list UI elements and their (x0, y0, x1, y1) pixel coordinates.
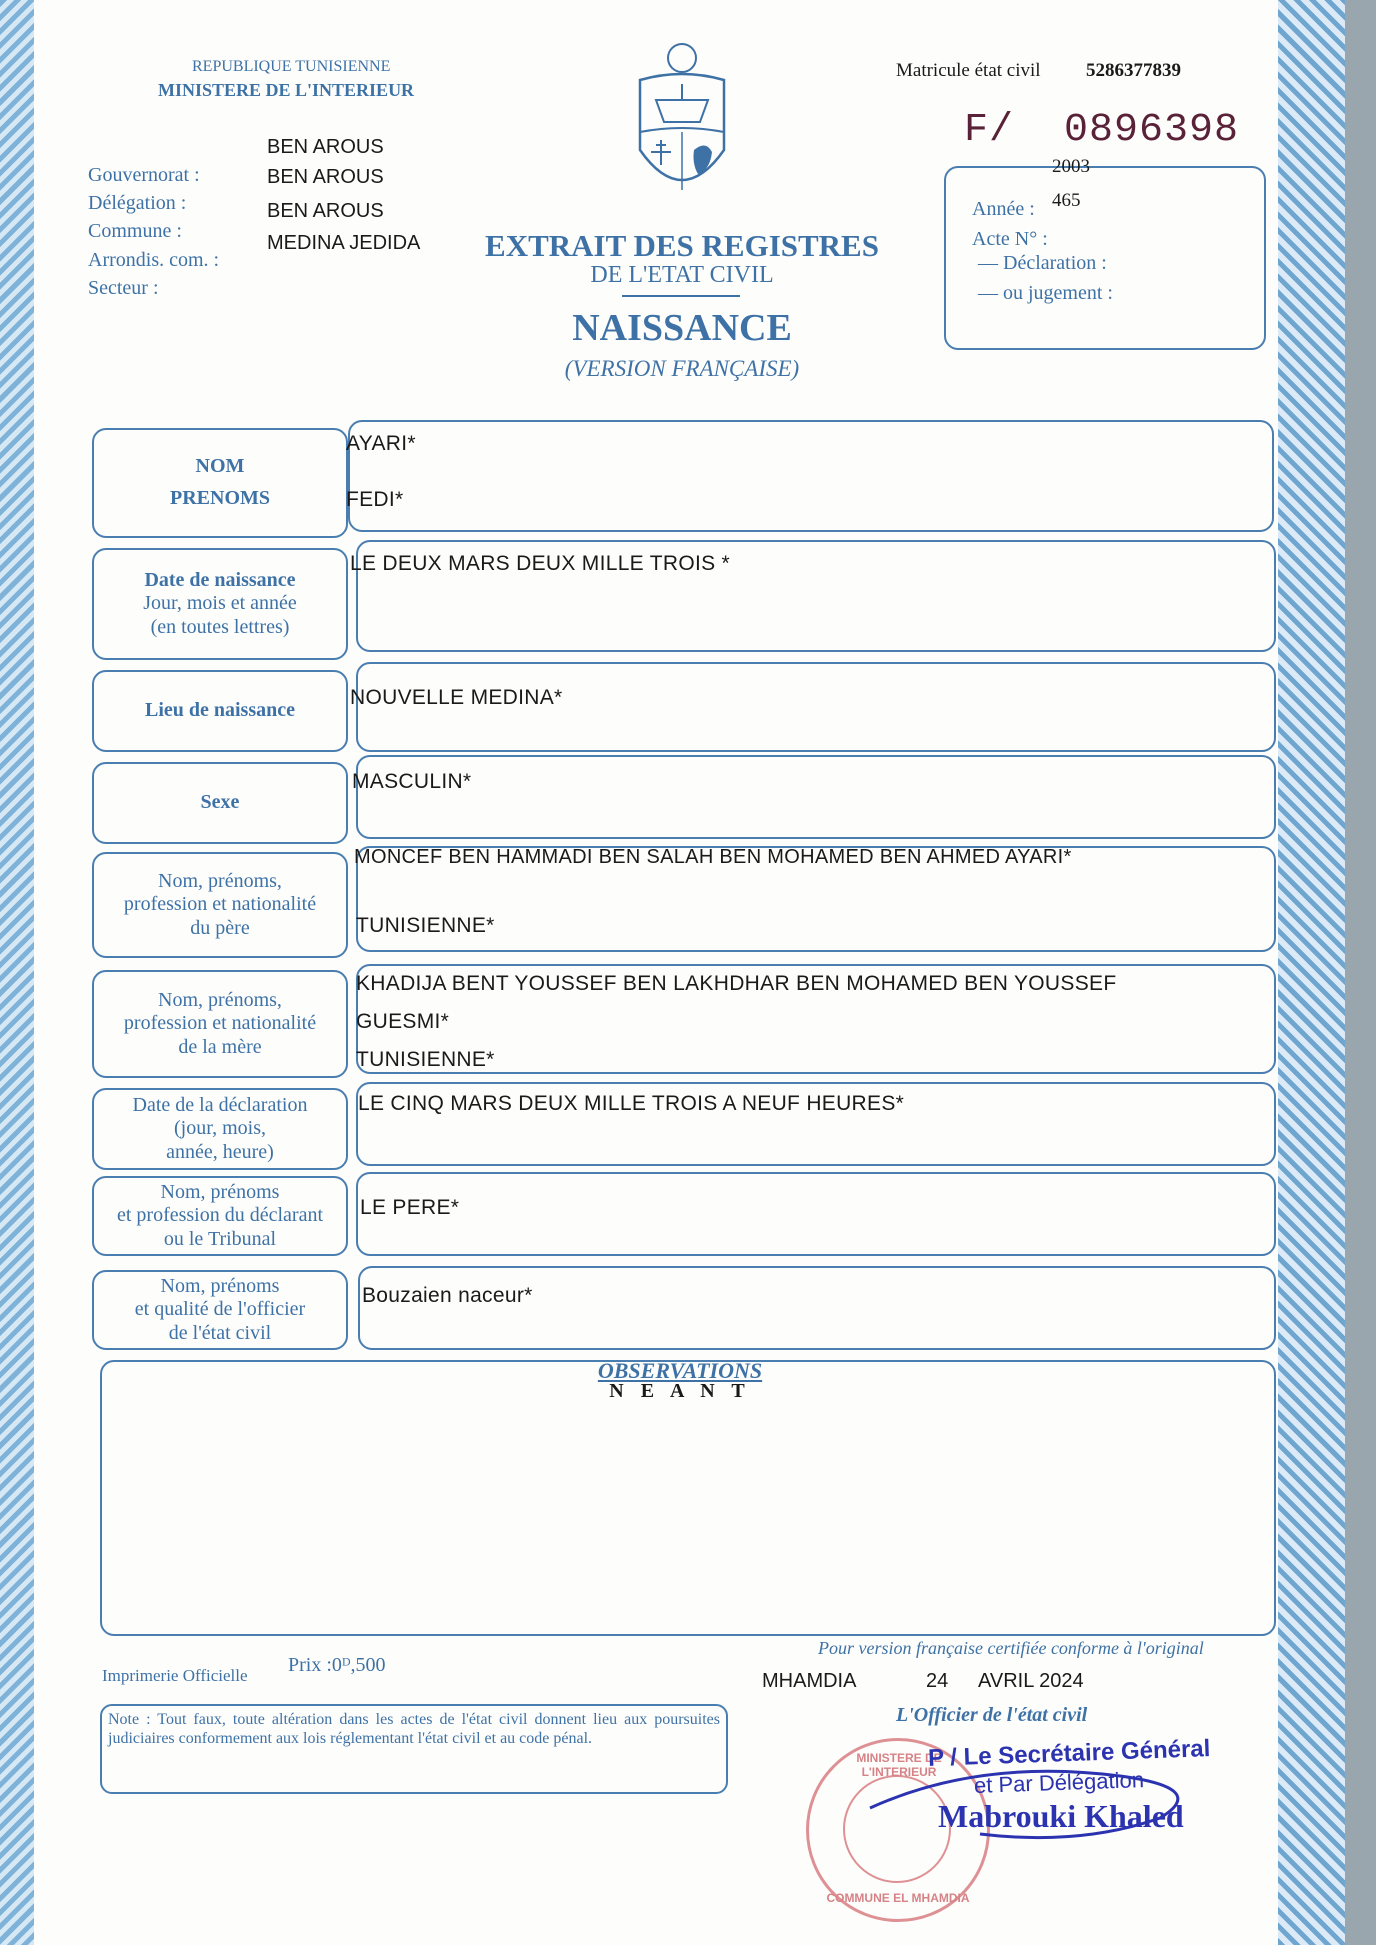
mere-nom-value-line2: GUESMI* (356, 1010, 450, 1033)
date-naissance-value: LE DEUX MARS DEUX MILLE TROIS * (350, 552, 731, 575)
pere-nom-value: MONCEF BEN HAMMADI BEN SALAH BEN MOHAMED BEN AHMED AYARI* (354, 846, 1072, 868)
mere-nationalite-value: TUNISIENNE* (356, 1048, 495, 1071)
pere-label-line2: profession et nationalité (123, 893, 317, 916)
annee-value: 2003 (1052, 156, 1090, 177)
matricule-label: Matricule état civil (896, 60, 1041, 81)
officer-title: L'Officier de l'état civil (896, 1704, 1088, 1726)
declaration-label: — Déclaration : (978, 252, 1107, 274)
coat-of-arms-icon (626, 40, 738, 215)
declarant-label-line3: ou le Tribunal (163, 1227, 277, 1250)
document-title: EXTRAIT DES REGISTRES (485, 228, 879, 263)
place-value: MHAMDIA (762, 1670, 857, 1692)
month-year-value: AVRIL 2024 (978, 1670, 1084, 1692)
mere-label-box (92, 970, 348, 1078)
serial-number: F/ 0896398 (964, 108, 1240, 153)
declaration-date-label-line3: année, heure) (166, 1140, 274, 1163)
delegation-value: BEN AROUS (267, 166, 384, 188)
secteur-label: Secteur : (88, 277, 159, 299)
document-subtitle: DE L'ETAT CIVIL (590, 262, 774, 288)
mere-label-line2: profession et nationalité (123, 1012, 317, 1035)
declarant-label-line1: Nom, prénoms (160, 1180, 280, 1203)
imprimerie-label: Imprimerie Officielle (102, 1666, 248, 1685)
pere-label-line3: du père (190, 916, 250, 939)
sexe-value-box (356, 755, 1276, 839)
prix-label: Prix :0ᴰ,500 (288, 1654, 386, 1676)
date-naissance-hint: (en toutes lettres) (150, 615, 290, 638)
pere-label-box (92, 852, 348, 958)
nom-prenoms-value-box (348, 420, 1274, 532)
declarant-label-line2: et profession du déclarant (116, 1204, 324, 1227)
mere-nom-value-line1: KHADIJA BENT YOUSSEF BEN LAKHDHAR BEN MOHAMED BEN YOUSSEF (356, 972, 1117, 995)
declaration-date-label-box (92, 1088, 348, 1170)
acte-label: Acte N° : (972, 228, 1048, 250)
jugement-label: — ou jugement : (978, 282, 1113, 304)
pere-nationalite-value: TUNISIENNE* (356, 914, 495, 937)
mere-label-line3: de la mère (178, 1035, 262, 1058)
lieu-naissance-label-box (92, 670, 348, 752)
commune-label: Commune : (88, 220, 182, 242)
declarant-label-box (92, 1176, 348, 1256)
declaration-date-label-line2: (jour, mois, (174, 1117, 266, 1140)
officier-label-line3: de l'état civil (168, 1321, 272, 1344)
certification-text: Pour version française certifiée conforme à l'original (818, 1638, 1204, 1658)
declaration-date-value: LE CINQ MARS DEUX MILLE TROIS A NEUF HEURES* (358, 1092, 905, 1115)
gouvernorat-label: Gouvernorat : (88, 164, 200, 186)
seal-top-text: MINISTERE DE L'INTERIEUR (856, 1751, 942, 1779)
date-naissance-label: Date de naissance (144, 568, 296, 591)
officer-signature-name: Mabrouki Khaled (938, 1798, 1184, 1834)
lieu-naissance-label: Lieu de naissance (144, 699, 296, 722)
title-divider (622, 295, 740, 297)
delegation-label: Délégation : (88, 192, 187, 214)
nom-label: NOM (195, 455, 245, 478)
officier-value: Bouzaien naceur* (362, 1284, 533, 1307)
annee-label: Année : (972, 198, 1035, 220)
declarant-value: LE PERE* (360, 1196, 460, 1219)
sexe-value: MASCULIN* (352, 770, 472, 793)
ministry-label: MINISTERE DE L'INTERIEUR (158, 80, 415, 100)
observations-value: N E A N T (609, 1380, 751, 1402)
republic-label: REPUBLIQUE TUNISIENNE (192, 58, 391, 75)
lieu-naissance-value: NOUVELLE MEDINA* (350, 686, 563, 709)
declarant-value-box (356, 1172, 1276, 1256)
delegation-stamp-line1: P / Le Secrétaire Général (927, 1735, 1211, 1772)
left-decorative-border (0, 0, 34, 1945)
date-naissance-label-box (92, 548, 348, 660)
signature-flourish-icon (860, 1748, 1220, 1848)
officier-label-line2: et qualité de l'officier (134, 1298, 306, 1321)
nom-prenoms-label-box (92, 428, 348, 538)
officier-value-box (358, 1266, 1276, 1350)
day-value: 24 (926, 1670, 949, 1692)
arrondissement-value: MEDINA JEDIDA (267, 232, 421, 254)
declaration-date-label-line1: Date de la déclaration (132, 1093, 308, 1116)
officier-label-line1: Nom, prénoms (160, 1274, 280, 1297)
sexe-label: Sexe (200, 791, 240, 814)
observations-title: OBSERVATIONS (597, 1358, 763, 1383)
prenoms-value: FEDI* (346, 488, 404, 511)
document-type-title: NAISSANCE (572, 307, 792, 349)
legal-note: Note : Tout faux, toute altération dans les actes de l'état civil donnent lieu aux poursuites judiciaires conformement aux lois réglementant l'état civil et au code pénal. (108, 1711, 720, 1748)
seal-bottom-text: COMMUNE EL MHAMDIA (826, 1891, 970, 1905)
commune-value: BEN AROUS (267, 200, 384, 222)
arrondissement-label: Arrondis. com. : (88, 249, 220, 271)
gouvernorat-value: BEN AROUS (267, 136, 384, 158)
prenoms-label: PRENOMS (170, 487, 270, 509)
date-naissance-sublabel: Jour, mois et année (143, 592, 297, 615)
version-label: (VERSION FRANÇAISE) (564, 356, 800, 381)
matricule-value: 5286377839 (1086, 60, 1181, 81)
nom-value: AYARI* (346, 432, 416, 455)
pere-label-line1: Nom, prénoms, (158, 869, 282, 892)
officier-label-box (92, 1270, 348, 1350)
acte-value: 465 (1052, 190, 1081, 211)
delegation-stamp-line2: et Par Délégation (973, 1767, 1145, 1798)
sexe-label-box (92, 762, 348, 844)
mere-label-line1: Nom, prénoms, (158, 988, 282, 1011)
right-decorative-border (1278, 0, 1345, 1945)
